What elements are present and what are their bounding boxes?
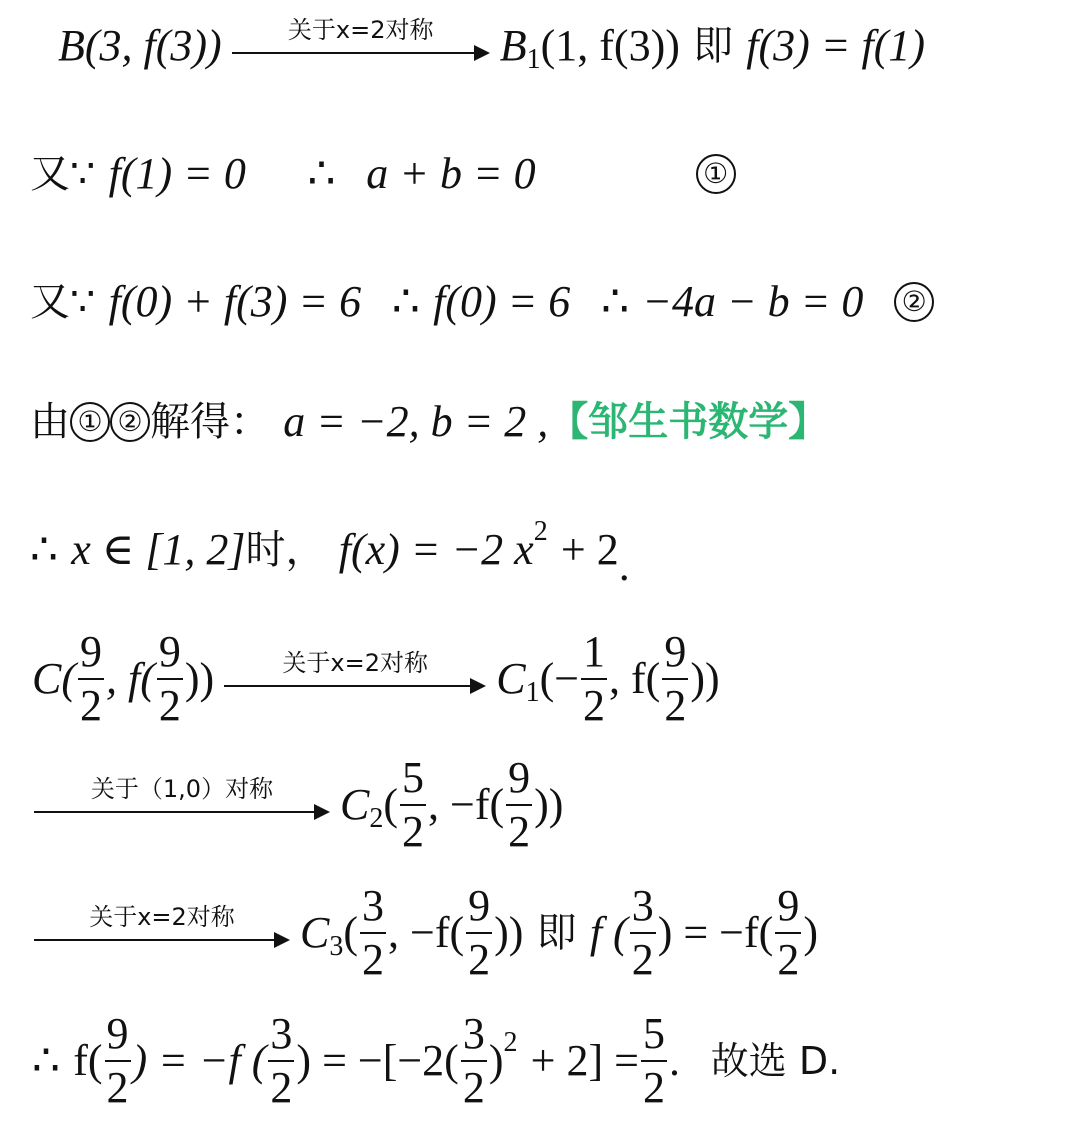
therefore-symbol: ∴ (32, 1036, 60, 1085)
arrow-head-icon (274, 932, 290, 948)
marker-1: ① (696, 154, 736, 194)
open-paren: ( (383, 780, 399, 829)
mapping-arrow (34, 903, 290, 955)
point-c2: C (340, 780, 370, 829)
function-expression: f(x) = −2 x (338, 525, 534, 574)
fraction: $\frac{1}{2}$ (583, 627, 606, 730)
line-symmetry-b (0, 16, 1080, 75)
when-text: 时， (245, 527, 326, 573)
mid-text: , −f( (428, 780, 505, 829)
close-paren: )) (534, 780, 564, 829)
marker-2: ② (894, 282, 934, 322)
arrow-label: 关于x=2对称 (89, 903, 235, 931)
brand-watermark: 【邹生书数学】 (548, 399, 829, 445)
connector-text: 即 (536, 910, 577, 956)
close-paren: ) (488, 1036, 504, 1085)
period: . (668, 1036, 680, 1085)
close-paren: ) (803, 908, 818, 957)
open-paren: ( (343, 908, 359, 957)
fraction: $\frac{9}{2}$ (777, 881, 800, 984)
f-open: f( (73, 1036, 103, 1085)
fraction: $\frac{3}{2}$ (631, 881, 654, 984)
mapping-arrow (224, 649, 486, 701)
fraction: $\frac{3}{2}$ (270, 1009, 293, 1112)
equation-1: a + b = 0 (366, 149, 536, 198)
subscript: 1 (525, 677, 540, 708)
because-text: 又∵ (30, 279, 96, 325)
subscript: 1 (526, 44, 541, 75)
line-symmetry-c2 (0, 753, 1080, 856)
point-c1: C (496, 654, 526, 703)
line-function-def (0, 516, 1080, 590)
mapping-arrow (34, 775, 330, 827)
equation-2: −4a − b = 0 (642, 277, 864, 326)
subscript: 3 (329, 931, 344, 962)
fraction: $\frac{9}{2}$ (80, 627, 102, 730)
domain: x ∈ [1, 2] (71, 525, 246, 574)
equals-text: ) = −f( (657, 908, 774, 957)
line-final-answer (0, 1009, 1080, 1112)
solve-text: 解得： (150, 399, 270, 445)
open-paren: (− (539, 654, 580, 703)
close-paren: )) (494, 908, 524, 957)
point-c-mid: , f( (106, 654, 155, 703)
f-open: f ( (589, 908, 628, 957)
arrow-label: 关于（1,0）对称 (90, 775, 274, 803)
mid-text: , −f( (388, 908, 465, 957)
connector-text: 即 (693, 23, 734, 69)
exponent: 2 (533, 516, 548, 547)
point-b1: B (499, 21, 527, 70)
f0-value: f(0) = 6 (433, 277, 571, 326)
point-b: B(3, f(3)) (58, 21, 222, 70)
fraction: $\frac{9}{2}$ (106, 1009, 129, 1112)
fraction: $\frac{5}{2}$ (402, 753, 425, 856)
marker-2: ② (110, 402, 150, 442)
line-f0-six (0, 277, 1080, 326)
therefore-symbol: ∴ (30, 525, 58, 574)
fact: f(0) + f(3) = 6 (108, 277, 362, 326)
because-text: 又∵ (30, 151, 96, 197)
point-b1-coords: (1, f(3)) (540, 21, 680, 70)
fraction: $\frac{3}{2}$ (462, 1009, 485, 1112)
mapping-arrow (232, 16, 490, 68)
equals-text: ) = −f ( (132, 1036, 267, 1085)
solution-values: a = −2, b = 2 , (283, 397, 549, 446)
therefore-symbol: ∴ (391, 277, 420, 326)
arrow-head-icon (314, 804, 330, 820)
arrow-head-icon (474, 45, 490, 61)
arrow-label: 关于x=2对称 (282, 649, 428, 677)
fraction: $\frac{9}{2}$ (158, 627, 181, 730)
tail-text: + 2] = (530, 1036, 639, 1085)
exponent: 2 (503, 1027, 518, 1058)
line-symmetry-c3 (0, 881, 1080, 984)
close-paren: )) (690, 654, 720, 703)
line-symmetry-c (0, 627, 1080, 730)
line-f1-zero (0, 149, 1080, 198)
close-paren: )) (184, 654, 215, 703)
period: . (618, 541, 630, 590)
from-text: 由 (30, 399, 70, 445)
fraction: $\frac{9}{2}$ (468, 881, 491, 984)
line-solution (0, 397, 1080, 446)
fraction: $\frac{5}{2}$ (642, 1009, 665, 1112)
mid-text: , f( (609, 654, 661, 703)
fraction: $\frac{9}{2}$ (664, 627, 687, 730)
subscript: 2 (369, 803, 384, 834)
fact: f(1) = 0 (108, 149, 246, 198)
function-tail: + 2 (560, 525, 619, 574)
answer-text: 故选 D. (710, 1039, 841, 1083)
marker-1: ① (70, 402, 110, 442)
fraction: $\frac{3}{2}$ (362, 881, 385, 984)
equals-text: ) = −[−2( (296, 1036, 459, 1085)
therefore-symbol: ∴ (307, 149, 336, 198)
equation: f(3) = f(1) (746, 21, 925, 70)
arrow-head-icon (470, 678, 486, 694)
arrow-label: 关于x=2对称 (287, 16, 434, 44)
point-c-open: C( (32, 654, 76, 703)
arrow-shaft (232, 52, 478, 54)
fraction: $\frac{9}{2}$ (508, 753, 531, 856)
therefore-symbol: ∴ (601, 277, 630, 326)
point-c3: C (300, 908, 330, 957)
